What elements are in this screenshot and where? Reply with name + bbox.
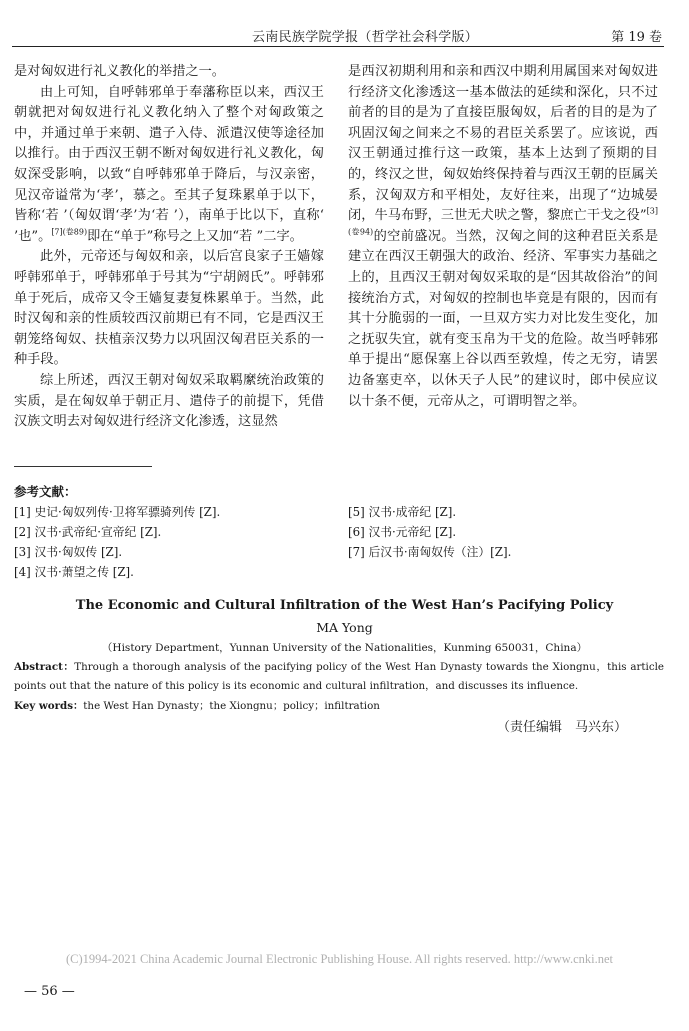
reference-item: [4] 汉书·萧望之传 [Z]. [14,565,134,579]
reference-item: [1] 史记·匈奴列传·卫将军骠骑列传 [Z]. [14,505,221,519]
responsible-editor: （责任编辑 马兴东） [496,720,627,735]
reference-item: [3] 汉书·匈奴传 [Z]. [14,545,123,559]
english-abstract [14,658,664,696]
running-header [12,26,676,46]
english-keywords [14,697,664,712]
references-title: 参考文献： [14,484,77,499]
paragraph: 此外，元帝还与匈奴和亲，以后宫良家子王嫱嫁呼韩邪单于，呼韩邪单于号其为“宁胡阏氏”。呼韩邪单于死后，成帝又令王嫱复妻复株累单于。当然，此时汉匈和亲的性质较西汉前期已有不同，它是西汉王朝笼络匈奴、扶植亲汉势力以巩固汉匈君臣关系的一种手段。 [14,249,324,368]
paragraph-text: 即在“单于”称号之上又加“若 ”二字。 [87,228,303,244]
body-column-left [14,62,324,433]
paragraph-text: 的空前盛况。当然，汉匈之间的这种君臣关系是建立在西汉王朝强大的政治、经济、军事实力基础之上的，且西汉王朝对匈奴采取的是“因其故俗治”的间接统治方式，对匈奴的控制也毕竟是有限的，因而有其十分脆弱的一面，一旦双方实力对比发生变化，加之抚驭失宜，就有变玉帛为干戈的危险。故当呼韩邪单于提出“愿保塞上谷以西至敦煌，传之无穷，请罢边备塞吏卒，以休天子人民”的建议时，郎中侯应议以十条不便，元帝从之，可谓明智之举。 [348,228,659,409]
english-affiliation: （History Department，Yunnan University of the Nationalities，Kunming 650031，China） [101,642,588,654]
citation-ref: [7](卷89) [51,227,88,237]
reference-item: [2] 汉书·武帝纪·宣帝纪 [Z]. [14,525,162,539]
copyright-watermark: (C)1994-2021 China Academic Journal Electronic Publishing House. All rights reserved. http://www.cnki.net [66,952,614,966]
paragraph [348,62,658,412]
references-rule [14,466,152,467]
references-list-left [14,502,220,582]
abstract-text: Through a thorough analysis of the pacifying policy of the West Han Dynasty towards the Xiongnu，this article points out that the nature of this policy is its economic and cultural infiltration，and discusses its influence. [14,661,664,692]
abstract-label: Abstract： [14,661,75,673]
english-title: The Economic and Cultural Infiltration of the West Han’s Pacifying Policy [75,598,614,613]
paragraph [14,83,324,248]
paragraph: 综上所述，西汉王朝对匈奴采取羁縻统治政策的实质，是在匈奴单于朝正月、遣侍子的前提下，凭借汉族文明去对匈奴进行经济文化渗透，这显然 [14,372,324,430]
keywords-text: the West Han Dynasty；the Xiongnu；policy；infiltration [83,700,380,712]
journal-title: 云南民族学院学报（哲学社会科学版） [252,30,479,45]
volume-number: 第 19 卷 [611,30,662,45]
paragraph: 是对匈奴进行礼义教化的举措之一。 [14,64,225,79]
page-number: — 56 — [24,984,75,999]
reference-item: [7] 后汉书·南匈奴传（注）[Z]. [348,545,512,559]
references-list-right [348,502,511,562]
paragraph-text: 是西汉初期利用和亲和西汉中期利用属国来对匈奴进行经济文化渗透这一基本做法的延续和深化，只不过前者的目的是为了直接臣服匈奴，后者的目的是为了巩固汉匈之间来之不易的君臣关系罢了。应该说，西汉王朝通过推行这一政策，基本上达到了预期的目的，终汉之世，匈奴始终保持着与西汉王朝的臣属关系，汉匈双方和平相处，友好往来，出现了“边城晏闭，牛马布野，三世无犬吠之警，黎庶亡干戈之役” [348,64,658,224]
citation-ref: [3](卷94) [348,206,658,237]
reference-item: [5] 汉书·成帝纪 [Z]. [348,505,457,519]
header-rule [12,46,664,47]
reference-item: [6] 汉书·元帝纪 [Z]. [348,525,457,539]
keywords-label: Key words： [14,700,84,712]
body-column-right [348,62,658,412]
english-author: MA Yong [316,620,373,635]
paragraph-text: 由上可知，自呼韩邪单于奉藩称臣以来，西汉王朝就把对匈奴进行礼义教化纳入了整个对匈政策之中，并通过单于来朝、遣子入侍、派遣汉使等途径加以推行。由于西汉王朝不断对匈奴进行礼义教化，匈奴深受影响，以致“自呼韩邪单于降后，与汉亲密，见汉帝谥常为‘孝’，慕之。至其子复珠累单于以下，皆称‘若 ’（匈奴谓‘孝’为‘若 ’），南单于比以下，直称‘ ’也”。 [14,84,324,244]
